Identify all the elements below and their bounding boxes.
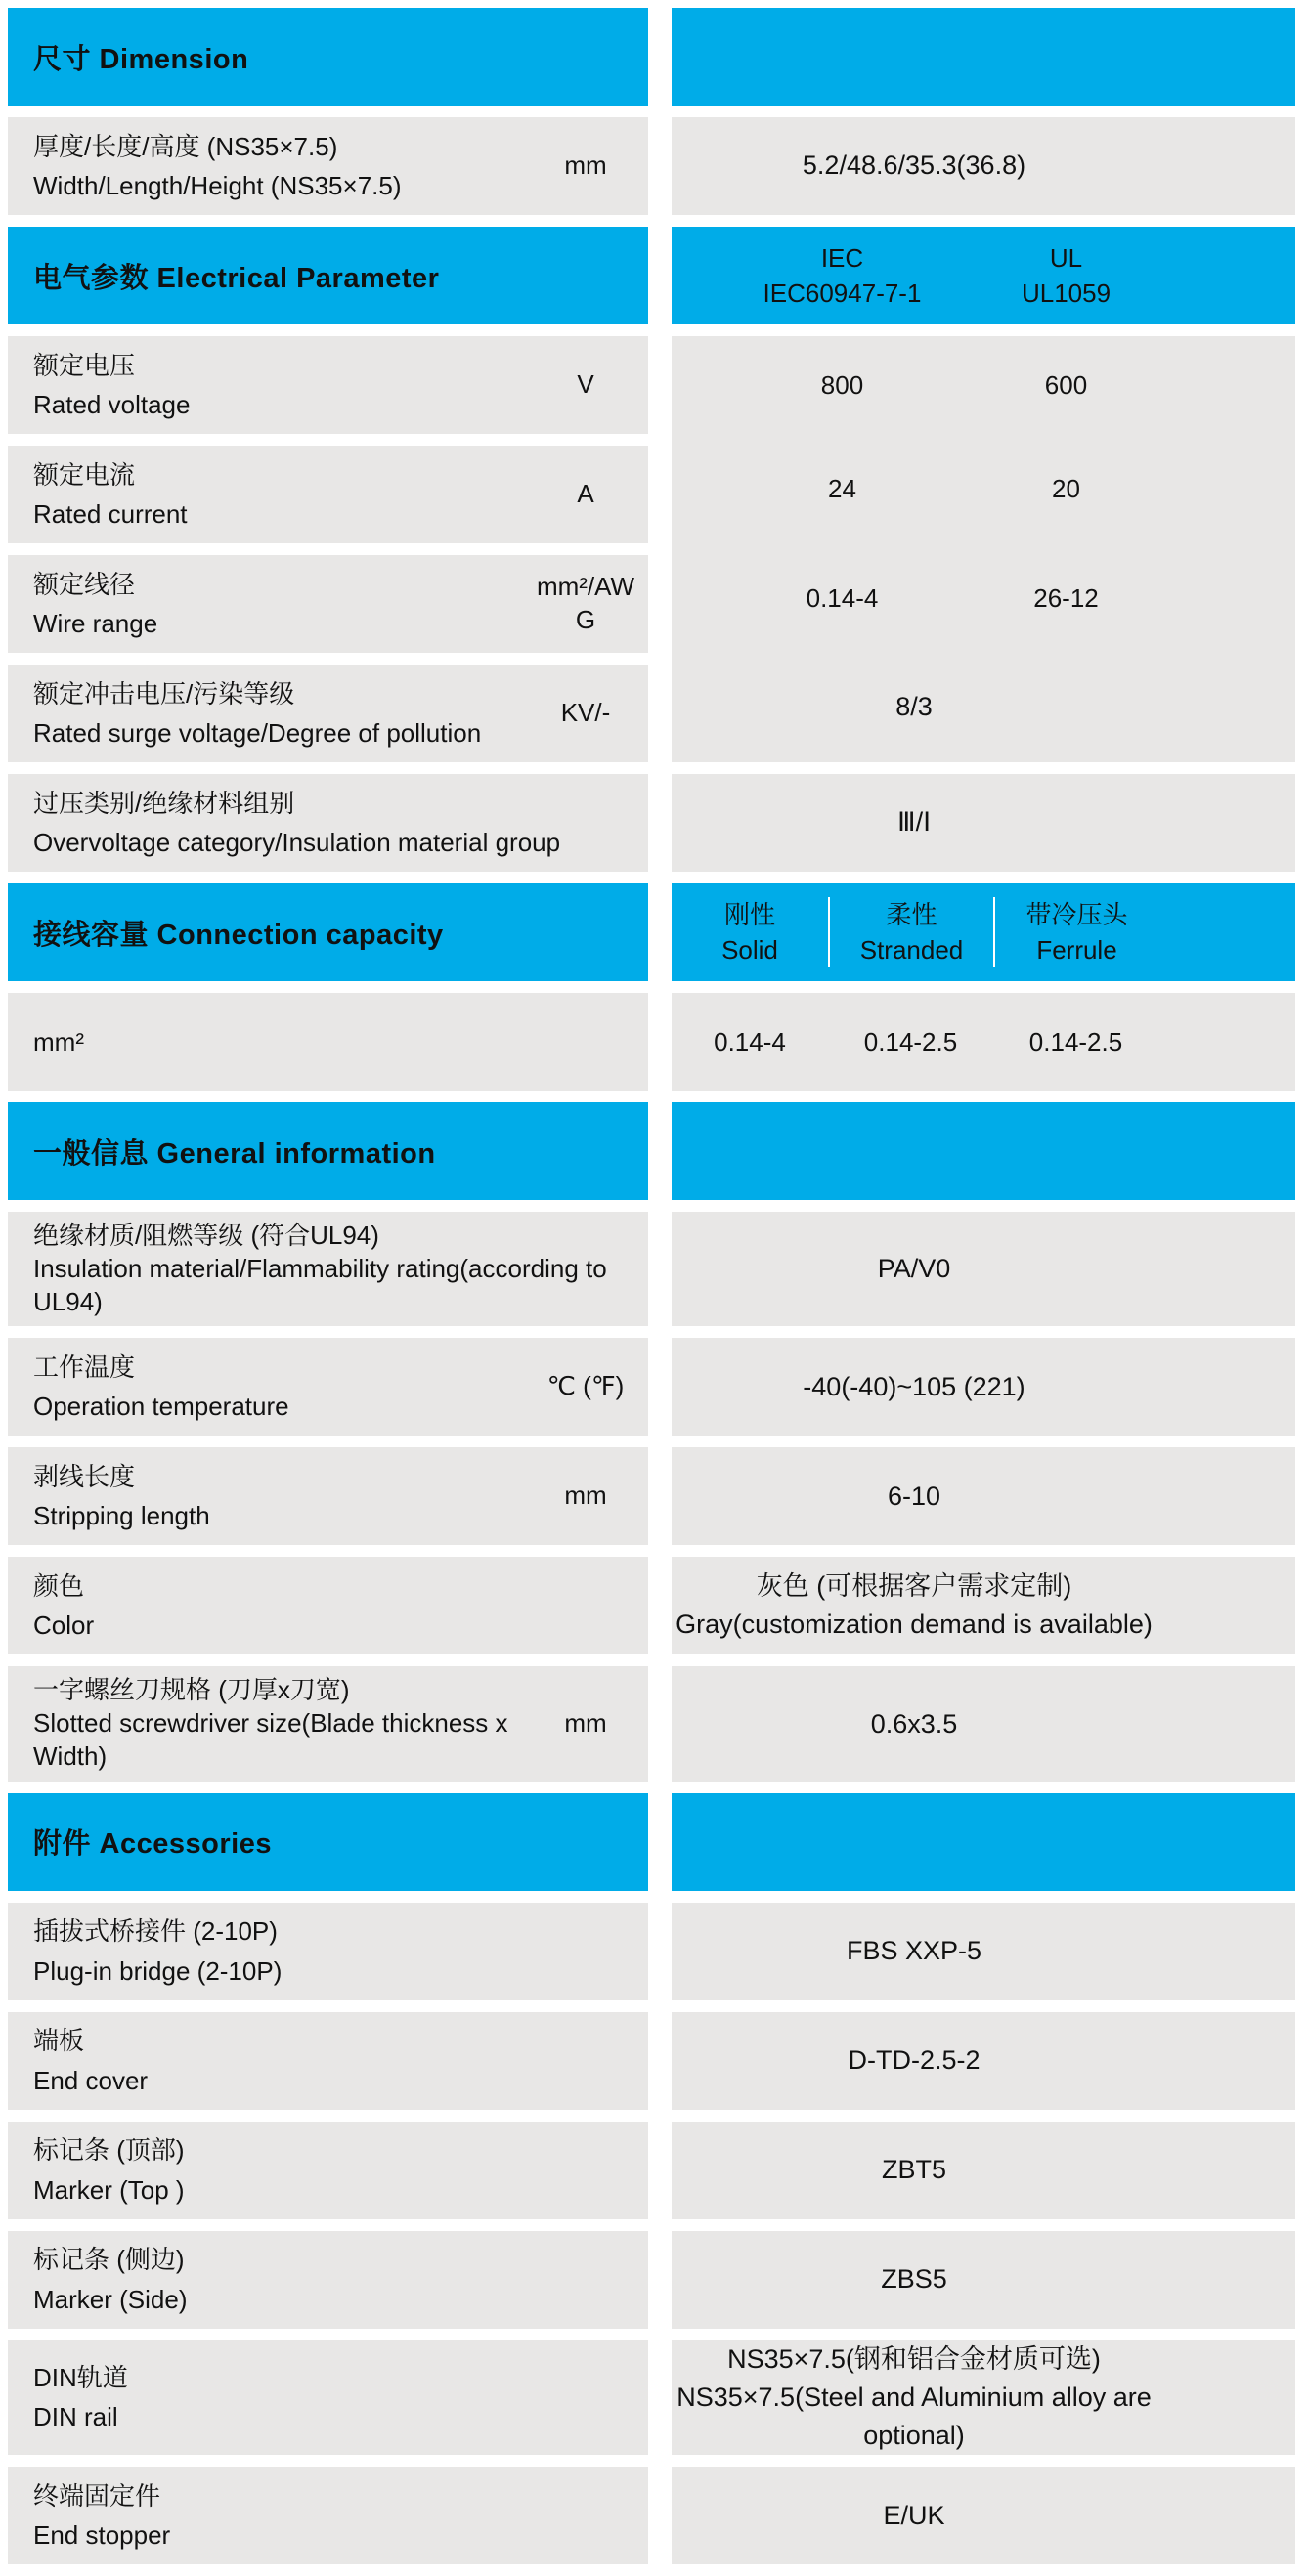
section-title-cell xyxy=(8,883,648,981)
standards-columns xyxy=(672,240,1295,312)
row-end-stopper xyxy=(8,2467,1295,2564)
label-zh: 绝缘材质/阻燃等级 (符合UL94) xyxy=(33,1221,379,1250)
label-zh: 插拔式桥接件 (2-10P) xyxy=(33,1916,278,1947)
section-header-connection-capacity xyxy=(8,883,1295,981)
spec-label xyxy=(33,1567,640,1646)
label-zh: 标记条 (侧边) xyxy=(33,2245,185,2275)
spec-label-cell xyxy=(8,1903,648,2000)
value-ferrule: 0.14-2.5 xyxy=(1028,1026,1123,1056)
spec-label-cell xyxy=(8,1557,648,1654)
spec-value-cell xyxy=(672,1212,1295,1326)
column-ferrule-zh: 带冷压头 xyxy=(1025,899,1128,929)
column-ul xyxy=(954,240,1178,312)
row-screwdriver-size xyxy=(8,1666,1295,1781)
column-solid xyxy=(672,897,828,968)
label-en: Wire range xyxy=(33,609,158,638)
spec-label-cell xyxy=(8,1447,648,1545)
spec-value: D-TD-2.5-2 xyxy=(848,2045,981,2076)
spec-value: 0.6x3.5 xyxy=(870,1708,958,1739)
unit-label: A xyxy=(577,479,594,509)
label-zh: 额定冲击电压/污染等级 xyxy=(33,678,295,708)
unit-label: ℃ (℉) xyxy=(546,1371,625,1401)
label-zh: 终端固定件 xyxy=(33,2480,161,2511)
section-header-electrical xyxy=(8,227,1295,324)
column-stranded-zh: 柔性 xyxy=(886,899,937,929)
label-zh: 一字螺丝刀规格 (刀厚x刀宽) xyxy=(33,1675,350,1705)
row-stripping-length xyxy=(8,1447,1295,1545)
row-rated-current xyxy=(8,446,1295,543)
value-zh: 灰色 (可根据客户需求定制) xyxy=(756,1571,1072,1602)
row-surge-voltage xyxy=(8,665,1295,762)
spec-value-cell xyxy=(672,2122,1295,2219)
pair-values xyxy=(672,580,1295,616)
spec-label-cell xyxy=(8,555,648,653)
label-zh: 标记条 (顶部) xyxy=(33,2135,185,2166)
section-header-right xyxy=(672,8,1295,106)
label-zh: 工作温度 xyxy=(33,1352,136,1383)
spec-value-cell xyxy=(672,1903,1295,2000)
spec-label xyxy=(33,2358,640,2437)
spec-value-cell xyxy=(672,774,1295,872)
section-header-right xyxy=(672,883,1295,981)
value-ul: 26-12 xyxy=(1033,582,1099,613)
spec-label-cell xyxy=(8,993,648,1091)
unit-label: mm²/AWG xyxy=(536,572,635,634)
value-iec: 0.14-4 xyxy=(806,582,879,613)
spec-value: 5.2/48.6/35.3(36.8) xyxy=(802,150,1026,181)
row-overvoltage-category xyxy=(8,774,1295,872)
label-en: Insulation material/Flammability rating(according to UL94) xyxy=(33,1253,607,1316)
spec-value-cell xyxy=(672,653,1295,762)
label-zh: mm² xyxy=(33,1026,84,1056)
row-capacity-mm2 xyxy=(8,993,1295,1091)
label-en: Rated voltage xyxy=(33,390,191,419)
section-title-cell xyxy=(8,1793,648,1891)
label-zh: DIN轨道 xyxy=(33,2363,128,2393)
value-zh: NS35×7.5(钢和铝合金材质可选) xyxy=(727,2343,1101,2374)
spec-value-cell xyxy=(672,543,1295,653)
spec-label xyxy=(33,2476,640,2555)
row-operation-temperature xyxy=(8,1338,1295,1436)
spec-label xyxy=(33,127,531,206)
spec-label xyxy=(33,1220,640,1318)
spec-value: 8/3 xyxy=(895,692,933,722)
column-ul-standard: UL1059 xyxy=(1021,279,1112,308)
label-zh: 厚度/长度/高度 (NS35×7.5) xyxy=(33,131,338,161)
unit-label: mm xyxy=(564,1481,607,1511)
spec-label xyxy=(33,784,640,863)
section-title: 接线容量 Connection capacity xyxy=(33,919,444,951)
spec-value: 6-10 xyxy=(887,1481,941,1511)
label-zh: 端板 xyxy=(33,2026,85,2056)
label-en: Width/Length/Height (NS35×7.5) xyxy=(33,171,402,200)
spec-label-cell xyxy=(8,665,648,762)
pair-values xyxy=(672,367,1295,403)
row-color xyxy=(8,1557,1295,1654)
spec-value: Ⅲ/Ⅰ xyxy=(896,807,932,837)
spec-label xyxy=(33,1911,640,1991)
label-en: End cover xyxy=(33,2065,149,2095)
label-en: Slotted screwdriver size(Blade thickness x Width) xyxy=(33,1708,508,1771)
spec-value-cell xyxy=(672,2467,1295,2564)
spec-value-cell xyxy=(672,1557,1295,1654)
spec-label-cell xyxy=(8,1212,648,1326)
column-solid-en: Solid xyxy=(721,935,778,965)
label-en: Marker (Top ) xyxy=(33,2174,185,2205)
section-header-accessories xyxy=(8,1793,1295,1891)
value-en: Gray(customization demand is available) xyxy=(676,1610,1153,1640)
spec-value-cell xyxy=(672,993,1295,1091)
spec-label xyxy=(33,2021,640,2100)
value-en: NS35×7.5(Steel and Aluminium alloy are optional) xyxy=(676,2382,1152,2451)
section-title-cell xyxy=(8,8,648,106)
column-stranded-en: Stranded xyxy=(859,935,964,965)
column-ferrule-en: Ferrule xyxy=(1036,935,1117,965)
spec-value-cell xyxy=(672,1338,1295,1436)
section-header-general-information xyxy=(8,1102,1295,1200)
spec-label xyxy=(33,2130,640,2210)
value-spacer xyxy=(1158,1024,1295,1059)
section-title: 尺寸 Dimension xyxy=(33,43,249,75)
spec-value: PA/V0 xyxy=(877,1254,951,1284)
unit-label: V xyxy=(577,369,594,400)
spec-value xyxy=(672,1567,1295,1644)
label-zh: 额定线径 xyxy=(33,569,136,599)
section-header-right xyxy=(672,227,1295,324)
section-title-cell xyxy=(8,227,648,324)
spec-label-cell xyxy=(8,2012,648,2110)
spec-value-cell xyxy=(672,2231,1295,2329)
value-ul: 600 xyxy=(1044,369,1088,400)
label-en: End stopper xyxy=(33,2520,171,2551)
spec-value: ZBT5 xyxy=(881,2155,946,2185)
spec-label xyxy=(33,565,531,644)
label-en: Plug-in bridge (2-10P) xyxy=(33,1955,283,1986)
spec-value-cell xyxy=(672,336,1295,434)
spec-label-cell xyxy=(8,774,648,872)
label-zh: 颜色 xyxy=(33,1571,85,1602)
column-iec xyxy=(730,240,954,312)
label-en: Operation temperature xyxy=(33,1392,289,1422)
spec-label-cell xyxy=(8,1338,648,1436)
row-end-cover xyxy=(8,2012,1295,2110)
spec-value-cell xyxy=(672,434,1295,543)
spec-label xyxy=(33,1022,640,1061)
label-en: Stripping length xyxy=(33,1501,210,1531)
label-en: Marker (Side) xyxy=(33,2284,188,2314)
label-en: Color xyxy=(33,1610,95,1641)
spec-value: FBS XXP-5 xyxy=(846,1936,982,1966)
spec-label-cell xyxy=(8,117,648,215)
spec-value xyxy=(672,2340,1295,2455)
spec-value: E/UK xyxy=(883,2500,945,2530)
column-ul-name: UL xyxy=(1049,242,1083,273)
label-zh: 额定电流 xyxy=(33,459,136,490)
value-iec: 24 xyxy=(828,473,856,503)
unit-label: mm xyxy=(564,1708,607,1739)
spec-label xyxy=(33,2240,640,2319)
label-zh: 剥线长度 xyxy=(33,1462,136,1492)
spec-label xyxy=(33,346,531,425)
value-solid: 0.14-4 xyxy=(714,1026,786,1056)
capacity-columns xyxy=(672,897,1295,968)
label-en: Rated current xyxy=(33,499,188,529)
column-iec-name: IEC xyxy=(820,242,864,273)
section-header-right xyxy=(672,1102,1295,1200)
column-ferrule xyxy=(993,897,1158,968)
column-iec-standard: IEC60947-7-1 xyxy=(763,279,922,308)
spec-value: ZBS5 xyxy=(881,2264,947,2295)
spec-label-cell xyxy=(8,2231,648,2329)
column-solid-zh: 刚性 xyxy=(723,899,775,929)
spec-value-cell xyxy=(672,1666,1295,1781)
spec-value-cell xyxy=(672,2340,1295,2455)
spec-label xyxy=(33,1348,531,1427)
unit-label: KV/- xyxy=(560,698,611,728)
section-title: 附件 Accessories xyxy=(33,1828,272,1861)
capacity-values xyxy=(672,1024,1295,1059)
spec-label xyxy=(33,1674,531,1773)
label-zh: 过压类别/绝缘材料组别 xyxy=(33,788,295,818)
row-rated-voltage xyxy=(8,336,1295,434)
label-en: Overvoltage category/Insulation material group xyxy=(33,828,561,857)
spec-label-cell xyxy=(8,2340,648,2455)
row-marker-top xyxy=(8,2122,1295,2219)
column-spacer xyxy=(1158,897,1295,968)
section-header-right xyxy=(672,1793,1295,1891)
value-ul: 20 xyxy=(1052,473,1080,503)
spec-label xyxy=(33,455,531,535)
spec-label-cell xyxy=(8,1666,648,1781)
row-insulation-material xyxy=(8,1212,1295,1326)
unit-label: mm xyxy=(564,150,607,181)
spec-value-cell xyxy=(672,1447,1295,1545)
spec-label-cell xyxy=(8,2467,648,2564)
spec-label xyxy=(33,1457,531,1536)
spec-label-cell xyxy=(8,336,648,434)
section-title: 电气参数 Electrical Parameter xyxy=(33,262,440,294)
section-title: 一般信息 General information xyxy=(33,1138,436,1170)
spec-label-cell xyxy=(8,2122,648,2219)
spec-value: -40(-40)~105 (221) xyxy=(803,1371,1025,1401)
pair-values xyxy=(672,471,1295,506)
section-header-dimension xyxy=(8,8,1295,106)
row-plug-in-bridge xyxy=(8,1903,1295,2000)
spec-label-cell xyxy=(8,446,648,543)
label-en: DIN rail xyxy=(33,2402,118,2432)
row-width-length-height xyxy=(8,117,1295,215)
section-title-cell xyxy=(8,1102,648,1200)
label-en: Rated surge voltage/Degree of pollution xyxy=(33,718,482,748)
row-din-rail xyxy=(8,2340,1295,2455)
label-zh: 额定电压 xyxy=(33,350,136,380)
value-iec: 800 xyxy=(820,369,864,400)
value-stranded: 0.14-2.5 xyxy=(863,1026,958,1056)
row-wire-range xyxy=(8,555,1295,653)
spec-value-cell xyxy=(672,117,1295,215)
spec-label xyxy=(33,674,531,753)
row-marker-side xyxy=(8,2231,1295,2329)
spec-value-cell xyxy=(672,2012,1295,2110)
column-stranded xyxy=(828,897,993,968)
